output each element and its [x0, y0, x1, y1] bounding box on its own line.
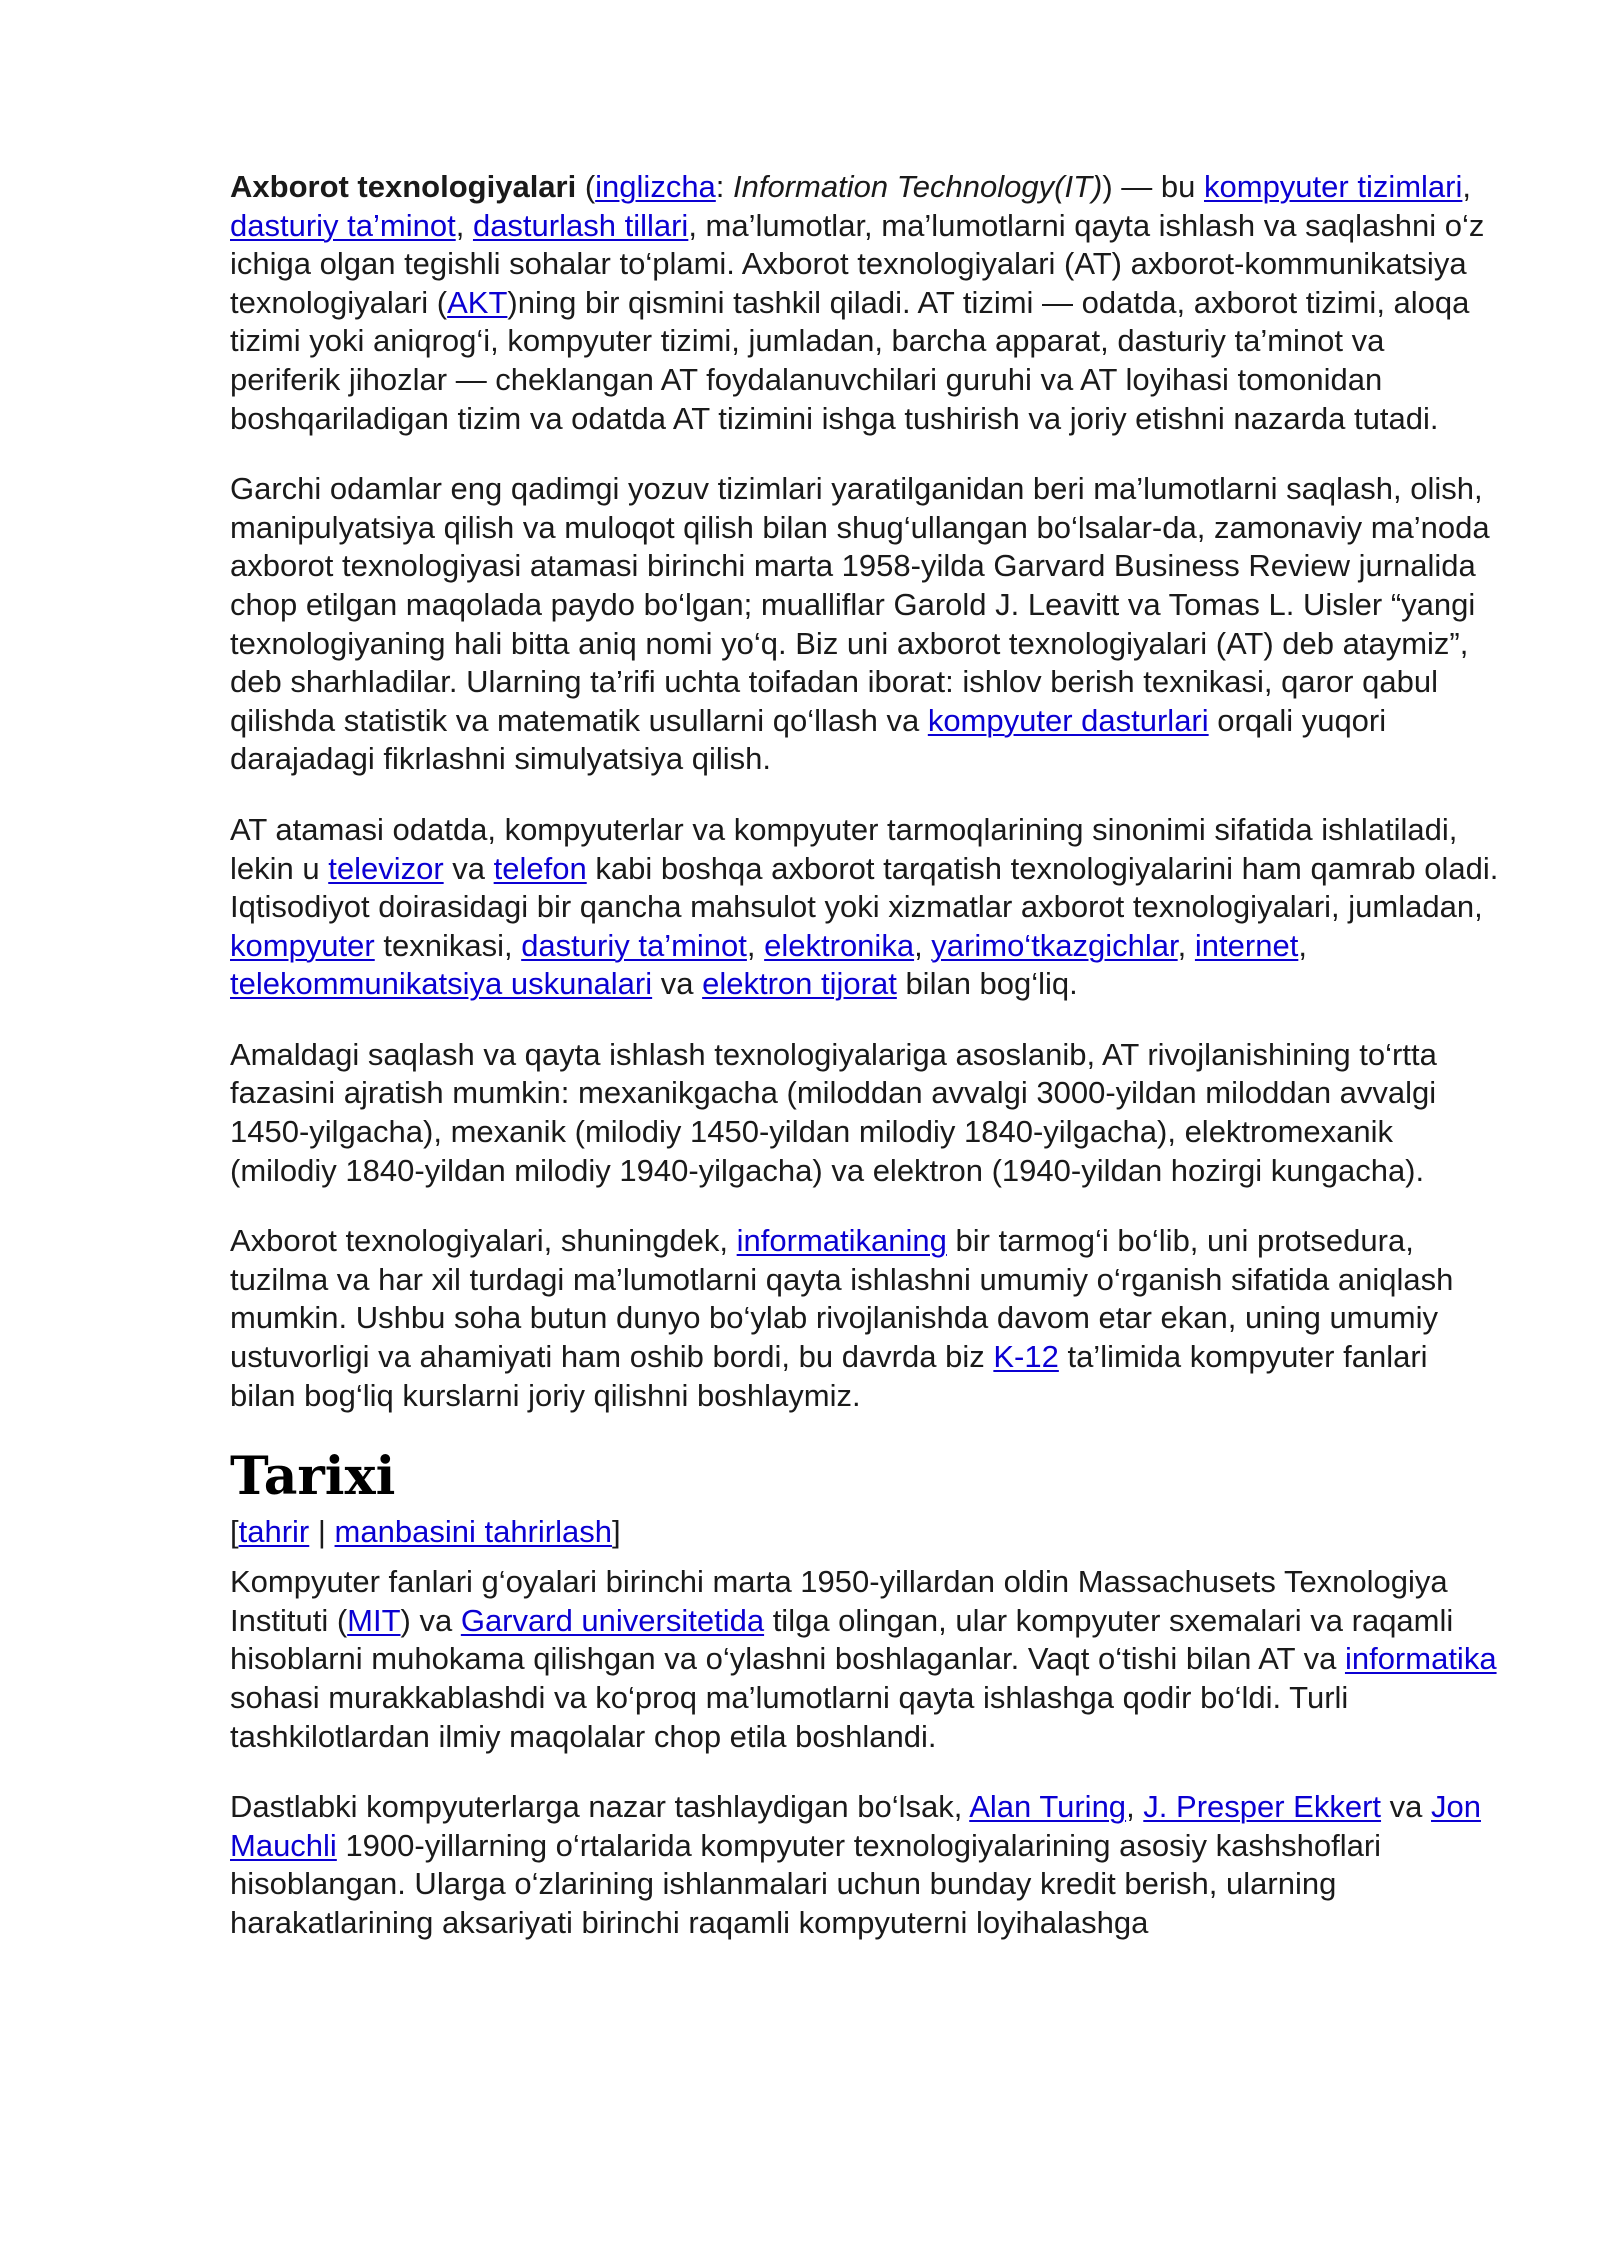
text: Garchi odamlar eng qadimgi yozuv tizimlari yaratilganidan beri ma’lumotlarni saqlash, olish, manipulyatsiya qilish va muloqot qilish bilan shug‘ullangan bo‘lsalar-da, zamonaviy ma’noda axborot texnologiyasi atamasi birinchi marta 1958-yilda Garvard Business Review jurnalida chop etilgan maqolada paydo bo‘lgan; mualliflar Garold J. Leavitt va Tomas L. Uisler “yangi texnologiyaning hali bitta aniq nomi yo‘q. Biz uni axborot texnologiyalari (AT) deb ataymiz”, deb sharhladilar. Ularning ta’rifi uchta toifadan iborat: ishlov berish texnikasi, qaror qabul qilishda statistik va matematik usullarni qo‘llash va [230, 471, 1490, 738]
text: ) va [400, 1602, 461, 1638]
text: , [455, 207, 473, 243]
link-akt[interactable]: AKT [447, 284, 508, 320]
text: ta’limida kompyuter fanlari bilan bog‘liq kurslarni joriy qilishni boshlaymiz. [230, 1339, 1428, 1413]
link-telefon[interactable]: telefon [493, 850, 587, 886]
link-elektronika[interactable]: elektronika [764, 927, 915, 963]
link-kompyuter-tizimlari[interactable]: kompyuter tizimlari [1204, 169, 1463, 204]
link-telekommunikatsiya-uskunalari[interactable]: telekommunikatsiya uskunalari [230, 966, 653, 1002]
paragraph-intro [230, 168, 1500, 438]
text: texnikasi, [374, 927, 522, 963]
link-yarimotkazgichlar[interactable]: yarimo‘tkazgichlar [931, 927, 1178, 963]
text: , [1177, 927, 1195, 963]
text: , [1126, 1789, 1144, 1825]
text: 1900-yillarning o‘rtalarida kompyuter texnologiyalarining asosiy kashshoflari hisoblangan. Ularga o‘zlarining ishlanmalari uchun bunday kredit berish, ularning harakatlarining aksariyati birinchi raqamli kompyuterni loyihalashga [230, 1827, 1382, 1940]
section-edit-links [230, 1513, 1500, 1551]
link-jon-mauchli[interactable]: Jon Mauchli [230, 1789, 1481, 1863]
edit-source-link[interactable]: manbasini tahrirlash [334, 1514, 612, 1550]
text: sohasi murakkablashdi va ko‘proq ma’lumotlarni qayta ishlashga qodir bo‘ldi. Turli tashkilotlardan ilmiy maqolalar chop etila boshlandi. [230, 1680, 1349, 1754]
text: , [746, 927, 765, 963]
link-dasturiy-taminot-2[interactable]: dasturiy ta’minot [521, 927, 747, 963]
text: va [443, 850, 494, 886]
text: Kompyuter fanlari g‘oyalari birinchi marta 1950-yillardan oldin Massachusets Texnologiya Instituti ( [230, 1564, 1448, 1638]
link-alan-turing[interactable]: Alan Turing [969, 1789, 1127, 1825]
text: AT atamasi odatda, kompyuterlar va kompyuter tarmoqlarining sinonimi sifatida ishlatiladi, lekin u [230, 811, 1458, 886]
edit-link[interactable]: tahrir [238, 1514, 310, 1550]
paragraph-at-usage [230, 811, 1500, 1004]
paragraph-informatics [230, 1222, 1500, 1415]
link-j-presper-ekkert[interactable]: J. Presper Ekkert [1143, 1789, 1382, 1825]
link-kompyuter[interactable]: kompyuter [230, 927, 375, 963]
link-kompyuter-dasturlari[interactable]: kompyuter dasturlari [927, 702, 1209, 738]
link-elektron-tijorat[interactable]: elektron tijorat [702, 966, 897, 1002]
text: , ma’lumotlar, ma’lumotlarni qayta ishlash va saqlashni o‘z ichiga olgan tegishli sohalar to‘plami. Axborot texnologiyalari (AT) axborot-kommunikatsiya texnologiyalari ( [230, 207, 1485, 320]
link-internet[interactable]: internet [1194, 927, 1299, 963]
link-informatika[interactable]: informatika [1344, 1641, 1497, 1677]
link-dasturiy-taminot[interactable]: dasturiy ta’minot [230, 207, 456, 243]
text: : [715, 169, 734, 204]
link-mit[interactable]: MIT [347, 1602, 401, 1638]
link-televizor[interactable]: televizor [328, 850, 444, 886]
separator: | [309, 1514, 335, 1550]
text: va [652, 966, 703, 1002]
paragraph-early-ideas [230, 1563, 1500, 1756]
text: orqali yuqori darajadagi fikrlashni simulyatsiya qilish. [230, 702, 1387, 777]
bracket-open: [ [230, 1514, 239, 1550]
text: , [1298, 927, 1307, 963]
text: ( [576, 169, 596, 204]
link-k12[interactable]: K-12 [993, 1339, 1059, 1375]
link-dasturlash-tillari[interactable]: dasturlash tillari [472, 207, 689, 243]
text: )ning bir qismini tashkil qiladi. AT tizimi — odatda, axborot tizimi, aloqa tizimi yoki aniqrog‘i, kompyuter tizimi, jumladan, barcha apparat, dasturiy ta’minot va periferik jihozlar — cheklangan AT foydalanuvchilari guruhi va AT loyihasi tomonidan boshqariladigan tizim va odatda AT tizimini ishga tushirish va joriy etishni nazarda tutadi. [230, 284, 1470, 436]
article-body [230, 168, 1500, 1975]
text: ) — bu [1102, 169, 1204, 204]
text: va [1381, 1789, 1432, 1825]
text: Dastlabki kompyuterlarga nazar tashlaydigan bo‘lsak, [230, 1789, 970, 1825]
text: bilan bog‘liq. [896, 966, 1078, 1002]
text: Axborot texnologiyalari, shuningdek, [230, 1223, 737, 1259]
english-term: Information Technology(IT) [733, 169, 1103, 204]
text: , [1462, 169, 1472, 204]
section-heading-tarixi: Tarixi [230, 1446, 396, 1508]
link-informatikaning[interactable]: informatikaning [736, 1223, 947, 1259]
link-inglizcha[interactable]: inglizcha [595, 169, 716, 204]
text: bir tarmog‘i bo‘lib, uni protsedura, tuzilma va har xil turdagi ma’lumotlarni qayta ishlashni umumiy o‘rganish sifatida aniqlash mumkin. Ushbu soha butun dunyo bo‘ylab rivojlanishda davom etar ekan, uning umumiy ustuvorligi va ahamiyati ham oshib bordi, bu davrda biz [230, 1223, 1454, 1375]
text: Amaldagi saqlash va qayta ishlash texnologiyalariga asoslanib, AT rivojlanishining to‘rtta fazasini ajratish mumkin: mexanikgacha (miloddan avvalgi 3000-yildan miloddan avvalgi 1450-yilgacha), mexanik (milodiy 1450-yildan milodiy 1840-yilgacha), elektromexanik (milodiy 1840-yildan milodiy 1940-yilgacha) va elektron (1940-yildan hozirgi kungacha). [230, 1036, 1437, 1188]
paragraph-history-term [230, 470, 1500, 779]
paragraph-phases [230, 1036, 1500, 1190]
paragraph-early-computers [230, 1788, 1500, 1942]
link-garvard-universitetida[interactable]: Garvard universitetida [460, 1602, 765, 1638]
text: , [914, 927, 932, 963]
text: kabi boshqa axborot tarqatish texnologiyalarini ham qamrab oladi. Iqtisodiyot doirasidagi bir qancha mahsulot yoki xizmatlar axborot texnologiyalari, jumladan, [230, 850, 1499, 925]
article-title-term: Axborot texnologiyalari [230, 169, 577, 204]
bracket-close: ] [611, 1514, 621, 1550]
text: tilga olingan, ular kompyuter sxemalari va raqamli hisoblarni muhokama qilishgan va o‘ylashni boshlaganlar. Vaqt o‘tishi bilan AT va [230, 1602, 1454, 1677]
